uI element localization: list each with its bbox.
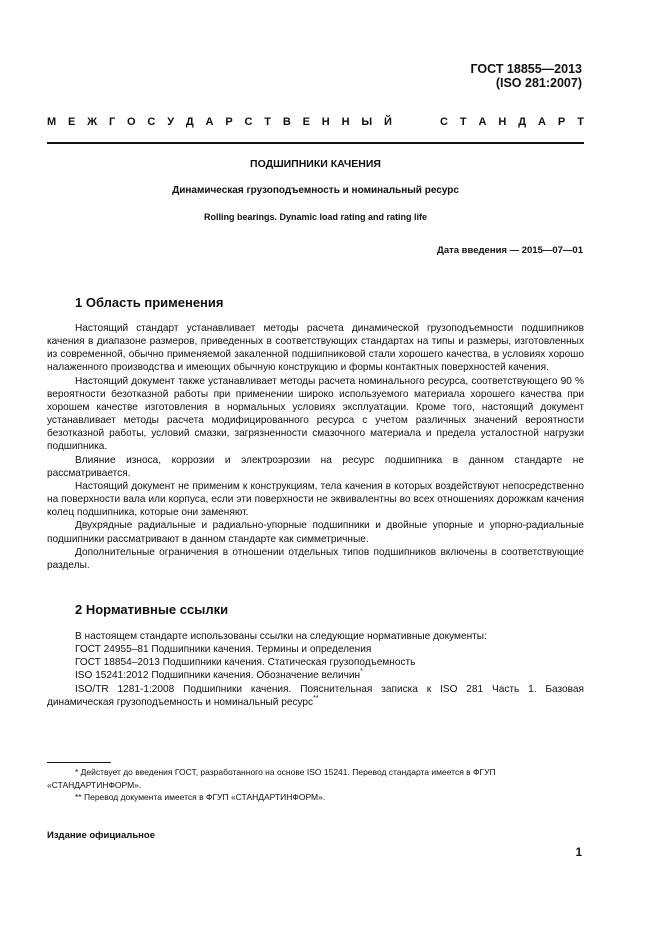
paragraph: Настоящий документ не применим к конструкциям, тела качения в которых воздействуют непосредственно на поверхности вала или корпуса, если эти поверхности не эквивалентны во всех отношениях дорожкам качения колец подшипника, которые они заменяют. — [47, 480, 584, 519]
document-title: ПОДШИПНИКИ КАЧЕНИЯ — [250, 158, 381, 170]
introduction-date: Дата введения — 2015—07—01 — [437, 245, 583, 256]
banner-word-standard — [440, 116, 584, 128]
reference-item — [47, 669, 584, 682]
banner-letter: Т — [264, 116, 272, 128]
reference-item — [47, 683, 584, 709]
reference-text: ISO 15241:2012 Подшипники качения. Обозначение величин — [75, 670, 361, 682]
banner-letter: Ы — [361, 116, 373, 128]
banner-letter: Е — [302, 116, 310, 128]
footnote: ** Перевод документа имеется в ФГУП «СТАНДАРТИНФОРМ». — [75, 792, 326, 802]
banner-letter: М — [47, 116, 57, 128]
banner-letter: Т — [577, 116, 584, 128]
section-2-heading: 2 Нормативные ссылки — [75, 602, 229, 617]
banner-letter: Р — [225, 116, 233, 128]
paragraph: Настоящий стандарт устанавливает методы расчета динамической грузоподъемности подшипников качения в диапазоне размеров, приведенных в соответствующих стандартах на типы и размеры, изготовленных из современной, обычно применяемой закаленной подшипниковой стали хорошего качества, в условиях хорошо налаженного производства и имеющих обычную конструкцию и формы контактных поверхностей качения. — [47, 323, 584, 374]
banner-letter: А — [538, 116, 546, 128]
banner-letter: Г — [108, 116, 116, 128]
paragraph: Двухрядные радиальные и радиально-упорные подшипники и двойные упорные и упорно-радиальные подшипники рассматривают в данном стандарте как симметричные. — [47, 520, 584, 545]
banner-letter: О — [127, 116, 136, 128]
official-edition-label: Издание официальное — [47, 830, 155, 841]
paragraph: Настоящий документ также устанавливает методы расчета номинального ресурса, соответствующего 90 % вероятности безотказной работы при применении широко используемого материала хорошего качества при хорошем качестве изготовления в нормальных условиях эксплуатации. Кроме того, настоящий документ устанавливает методы расчета модифицированного ресурса с учетом различных значений вероятности безотказной работы, условий смазки, загрязненности смазочного материала и предела усталостной нагрузки подшипника. — [47, 375, 584, 453]
interstate-standard-banner — [47, 116, 584, 128]
banner-letter: Н — [341, 116, 350, 128]
banner-letter: В — [282, 116, 291, 128]
banner-letter: С — [244, 116, 253, 128]
page-number: 1 — [575, 847, 582, 859]
section-1-heading: 1 Область применения — [75, 295, 224, 310]
section-2-body — [47, 630, 584, 709]
gost-code: ГОСТ 18855—2013 — [470, 62, 582, 76]
banner-letter: Р — [557, 116, 566, 128]
subtitle-russian: Динамическая грузоподъемность и номинальный ресурс — [172, 185, 459, 196]
banner-letter: У — [167, 116, 175, 128]
banner-letter: С — [147, 116, 156, 128]
banner-letter: Т — [459, 116, 467, 128]
banner-letter: Д — [518, 116, 527, 128]
references-intro: В настоящем стандарте использованы ссылки на следующие нормативные документы: — [75, 631, 487, 642]
header-rule — [47, 142, 584, 144]
banner-letter: Д — [185, 116, 194, 128]
footnote: * Действует до введения ГОСТ, разработанного на основе ISO 15241. Перевод стандарта имеется в ФГУП «СТАНДАРТИНФОРМ». — [47, 767, 496, 790]
iso-code: (ISO 281:2007) — [495, 76, 582, 90]
section-1-body — [47, 322, 584, 572]
banner-letter: Н — [321, 116, 330, 128]
reference-item: ГОСТ 18854–2013 Подшипники качения. Статическая грузоподъемность — [75, 657, 416, 669]
banner-letter: Ж — [87, 116, 98, 128]
paragraph: Влияние износа, коррозии и электроэрозии на ресурс подшипника в данном стандарте не рассматривается. — [47, 454, 584, 479]
banner-letter: Н — [498, 116, 507, 128]
footnotes — [47, 766, 584, 804]
paragraph: Дополнительные ограничения в отношении отдельных типов подшипников включены в соответствующие разделы. — [47, 546, 584, 571]
banner-letter: С — [440, 116, 448, 128]
reference-text: ISO/TR 1281-1:2008 Подшипники качения. Пояснительная записка к ISO 281 Часть 1. Базовая динамическая грузоподъемность и номинальный ресурс — [47, 683, 584, 708]
banner-letter: А — [478, 116, 487, 128]
banner-letter: А — [205, 116, 214, 128]
standard-designation — [470, 62, 582, 90]
footnote-mark: * — [360, 668, 363, 676]
banner-letter: Й — [383, 116, 392, 128]
footnote-separator — [47, 762, 111, 763]
banner-letter: Е — [68, 116, 76, 128]
reference-item: ГОСТ 24955–81 Подшипники качения. Термины и определения — [75, 644, 372, 656]
footnote-mark: ** — [313, 694, 319, 702]
banner-word-interstate — [47, 116, 392, 128]
subtitle-english: Rolling bearings. Dynamic load rating and rating life — [203, 212, 428, 222]
